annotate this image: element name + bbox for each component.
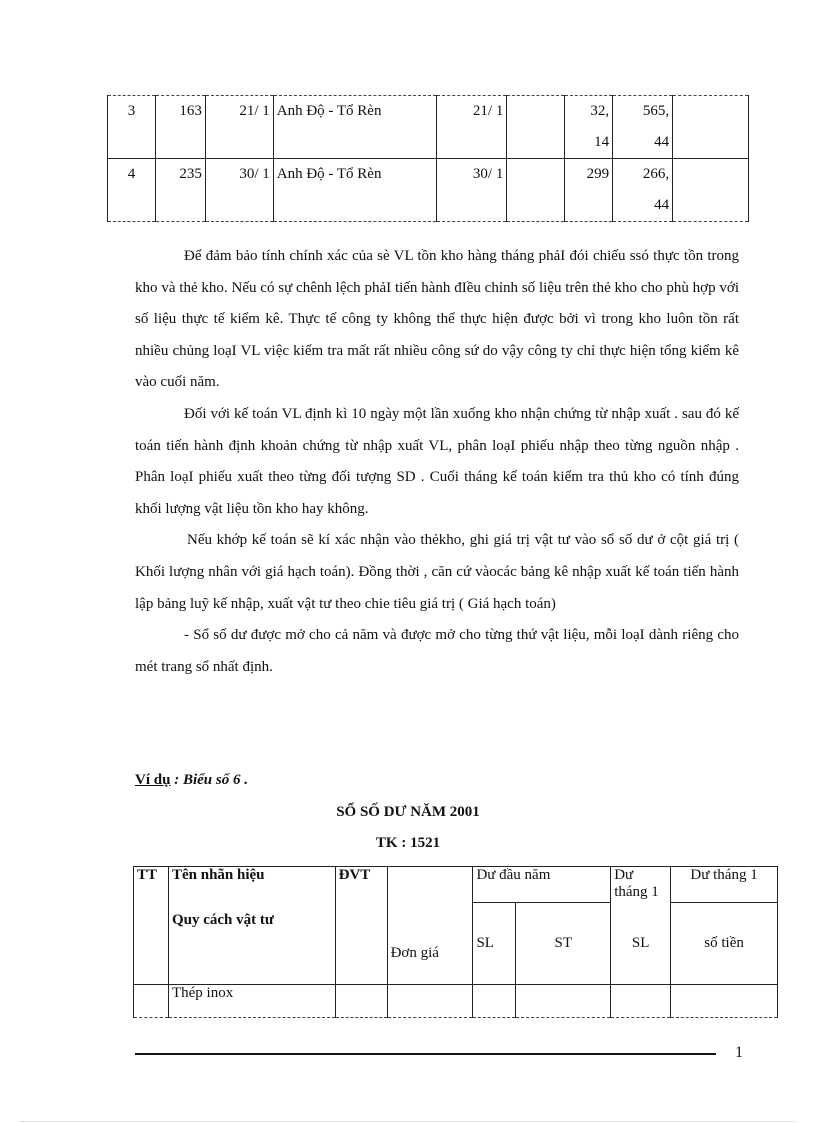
page-number: 1 [735,1044,743,1061]
row-date: 30/ 1 [205,159,273,222]
row-empty-cell [507,159,565,222]
sheet-account: TK : 1521 [375,835,441,851]
header-name [168,867,335,985]
row-date: 21/ 1 [205,96,273,159]
header-amount-month1: số tiền [671,903,778,985]
row-unit-price [387,985,473,1018]
row-unit [335,985,387,1018]
row-voucher-number: 235 [155,159,205,222]
row-description: Anh Độ - Tổ Rèn [273,159,437,222]
row-stt: 4 [108,159,156,222]
header-unit: ĐVT [335,867,387,985]
header-name-label: Tên nhãn hiệu [171,867,265,883]
row-amount-line1: 266, [642,166,670,182]
row-quantity [565,159,613,222]
row-amount-line2: 44 [654,197,670,213]
header-spec-label: Quy cách vật tư [171,912,274,928]
header-unit-price: Đơn giá [387,867,473,985]
example-separator: : [170,772,183,788]
header-month1-short-a: Dư [614,867,634,883]
table-row [134,985,778,1018]
header-row [134,867,778,903]
row-quantity-line1: 32, [590,103,610,119]
row-stt: 3 [108,96,156,159]
row-sl-month1 [611,985,671,1018]
row-issue-date: 30/ 1 [437,159,507,222]
table-row [108,96,749,159]
top-ledger-table [107,95,749,222]
paragraph-1: Để đảm bảo tính chính xác của sè VL tồn kho hàng tháng phảI đói chiếu ssó thực tồn trong kho và thẻ kho. Nếu có sự chênh lệch phảI tiến hành đIều chỉnh số liệu trên thẻ kho cho phù hợp với số liệu thực tế kiểm kê. Thực tế công ty không thể thực hiện được bởi vì trong kho luôn tồn rất nhiều chủng loạI VL việc kiểm tra mất rất nhiều công sứ do vậy công ty chỉ thực hiện tổng kiểm kê vào cuối năm. [135,248,739,391]
row-amount-line1: 565, [642,103,670,119]
row-voucher-number: 163 [155,96,205,159]
balance-ledger-table [133,866,778,1018]
row-amount [613,96,673,159]
page-edge-divider [20,1121,796,1122]
paragraph-4: - Sổ số dư được mở cho cả năm và được mở cho từng thứ vật liệu, mỗi loạI dành riêng cho mét trang sổ nhất định. [135,627,739,675]
header-month1-balance: Dư tháng 1 [671,867,778,903]
row-description: Anh Độ - Tổ Rèn [273,96,437,159]
row-sl [473,985,516,1018]
row-amount-month1 [671,985,778,1018]
header-sl: SL [473,903,516,985]
row-quantity-line2: 14 [594,134,610,150]
row-tt [134,985,169,1018]
footer-divider [135,1053,716,1055]
row-empty-cell [507,96,565,159]
row-note [673,96,749,159]
row-amount [613,159,673,222]
header-opening-balance: Dư đầu năm [473,867,611,903]
header-month1-short-b: tháng 1 [614,884,659,900]
paragraph-3: Nếu khớp kế toán sẽ kí xác nhận vào thẻkho, ghi giá trị vật tư vào sổ số dư ở cột giá trị ( Khối lượng nhân với giá hạch toán). Đồng thời , căn cứ vàocác bảng kê nhập xuất kế toán tiến hành lập bảng luỹ kế nhập, xuất vật tư theo chie tiêu giá trị ( Giá hạch toán) [135,532,739,612]
example-ref: Biểu số 6 . [182,772,248,788]
header-month1-short [611,867,671,903]
body-text [135,241,739,683]
row-material-name: Thép inox [168,985,335,1018]
example-label: Ví dụ [135,772,171,788]
row-st [516,985,611,1018]
example-reference [135,772,248,789]
paragraph-2: Đối với kế toán VL định kì 10 ngày một lần xuống kho nhận chứng từ nhập xuất . sau đó kế toán tiến hành định khoản chứng từ nhập xuất VL, phân loạI phiếu nhập theo từng nguồn nhập . Phân loạI phiếu xuất theo từng đối tượng SD . Cuối tháng kế toán kiểm tra thủ kho có tính đúng khối lượng vật liệu tồn kho hay không. [135,405,739,517]
table-row [108,159,749,222]
row-amount-line2: 44 [654,134,670,150]
sheet-title: SỔ SỐ DƯ NĂM 2001 [336,804,480,820]
row-issue-date: 21/ 1 [437,96,507,159]
row-note [673,159,749,222]
header-sl-month1: SL [611,903,671,985]
header-tt: TT [134,867,169,985]
row-quantity [565,96,613,159]
row-quantity-line1: 299 [586,166,610,182]
header-st: ST [516,903,611,985]
